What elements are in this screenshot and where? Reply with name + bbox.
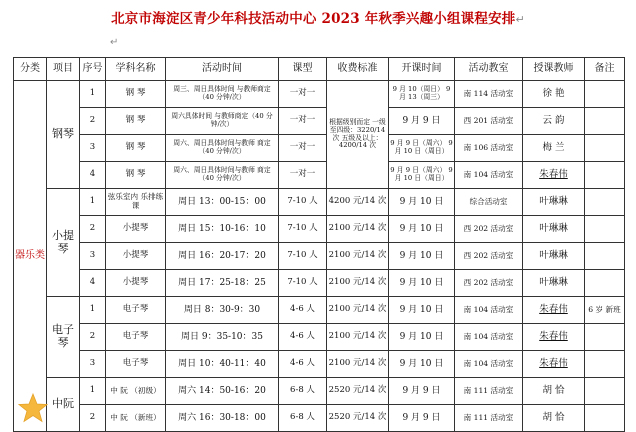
seq-cell: 1 bbox=[80, 378, 106, 405]
teacher-cell: 叶琳琳 bbox=[523, 216, 585, 243]
project-cell: 中阮 bbox=[47, 378, 80, 432]
teacher-cell: 胡 恰 bbox=[523, 405, 585, 432]
teacher-cell: 徐 艳 bbox=[523, 81, 585, 108]
time-cell: 周六具体时间 与教师商定（40 分钟/次） bbox=[166, 108, 279, 135]
start-cell: 9 月 9 日 bbox=[389, 378, 455, 405]
time-cell: 周日 17：25-18：25 bbox=[166, 270, 279, 297]
room-cell: 南 104 活动室 bbox=[455, 351, 523, 378]
time-cell: 周三、周日具体时间 与教师商定（40 分钟/次） bbox=[166, 81, 279, 108]
header-cell: 课型 bbox=[279, 58, 327, 81]
schedule-table bbox=[13, 57, 625, 432]
time-cell: 周日 15：10-16：10 bbox=[166, 216, 279, 243]
table-row bbox=[14, 108, 625, 135]
room-cell: 西 202 活动室 bbox=[455, 270, 523, 297]
seq-cell: 2 bbox=[80, 108, 106, 135]
note-cell bbox=[585, 378, 625, 405]
start-cell: 9 月 10 日 bbox=[389, 351, 455, 378]
page-title: 北京市海淀区青少年科技活动中心 2023 年秋季兴趣小组课程安排↵ bbox=[111, 11, 525, 27]
start-cell: 9 月 10 日 bbox=[389, 216, 455, 243]
teacher-cell: 梅 兰 bbox=[523, 135, 585, 162]
type-cell: 4-6 人 bbox=[279, 324, 327, 351]
header-cell: 学科名称 bbox=[106, 58, 166, 81]
note-cell bbox=[585, 216, 625, 243]
room-cell: 西 202 活动室 bbox=[455, 216, 523, 243]
seq-cell: 3 bbox=[80, 243, 106, 270]
table-row bbox=[14, 216, 625, 243]
subject-cell: 钢 琴 bbox=[106, 135, 166, 162]
note-cell bbox=[585, 108, 625, 135]
seq-cell: 4 bbox=[80, 270, 106, 297]
type-cell: 4-6 人 bbox=[279, 351, 327, 378]
seq-cell: 3 bbox=[80, 351, 106, 378]
type-cell: 一对一 bbox=[279, 162, 327, 189]
note-cell bbox=[585, 243, 625, 270]
header-cell: 序号 bbox=[80, 58, 106, 81]
header-row bbox=[14, 58, 625, 81]
note-cell bbox=[585, 324, 625, 351]
fee-cell: 4200 元/14 次 bbox=[327, 189, 389, 216]
fee-cell: 2100 元/14 次 bbox=[327, 243, 389, 270]
room-cell: 西 202 活动室 bbox=[455, 243, 523, 270]
room-cell: 南 114 活动室 bbox=[455, 81, 523, 108]
time-cell: 周日 16：20-17：20 bbox=[166, 243, 279, 270]
room-cell: 南 104 活动室 bbox=[455, 162, 523, 189]
teacher-cell: 云 韵 bbox=[523, 108, 585, 135]
table-row bbox=[14, 351, 625, 378]
start-cell: 9 月 10 日 bbox=[389, 243, 455, 270]
note-cell bbox=[585, 81, 625, 108]
header-cell: 开课时间 bbox=[389, 58, 455, 81]
fee-cell: 2520 元/14 次 bbox=[327, 378, 389, 405]
fee-cell: 2100 元/14 次 bbox=[327, 216, 389, 243]
subject-cell: 钢 琴 bbox=[106, 108, 166, 135]
seq-cell: 2 bbox=[80, 324, 106, 351]
room-cell: 南 106 活动室 bbox=[455, 135, 523, 162]
type-cell: 7-10 人 bbox=[279, 189, 327, 216]
header-cell: 项目 bbox=[47, 58, 80, 81]
paragraph-mark: ↵ bbox=[110, 37, 119, 48]
seq-cell: 2 bbox=[80, 216, 106, 243]
teacher-cell: 朱春伟 bbox=[523, 324, 585, 351]
time-cell: 周六 16：30-18：00 bbox=[166, 405, 279, 432]
type-cell: 6-8 人 bbox=[279, 378, 327, 405]
subject-cell: 小提琴 bbox=[106, 270, 166, 297]
note-cell: 6 岁 新班 bbox=[585, 297, 625, 324]
table-row bbox=[14, 243, 625, 270]
start-cell: 9 月 10 日 bbox=[389, 297, 455, 324]
time-cell: 周六、周日具体时间与教师 商定（40 分钟/次） bbox=[166, 135, 279, 162]
header-cell: 活动教室 bbox=[455, 58, 523, 81]
type-cell: 7-10 人 bbox=[279, 216, 327, 243]
room-cell: 综合活动室 bbox=[455, 189, 523, 216]
subject-cell: 中 阮 （新班） bbox=[106, 405, 166, 432]
time-cell: 周日 9：35-10：35 bbox=[166, 324, 279, 351]
type-cell: 一对一 bbox=[279, 135, 327, 162]
table-row bbox=[14, 297, 625, 324]
room-cell: 南 111 活动室 bbox=[455, 378, 523, 405]
fee-cell: 2100 元/14 次 bbox=[327, 270, 389, 297]
note-cell bbox=[585, 351, 625, 378]
type-cell: 4-6 人 bbox=[279, 297, 327, 324]
type-cell: 一对一 bbox=[279, 108, 327, 135]
table-row bbox=[14, 270, 625, 297]
subject-cell: 小提琴 bbox=[106, 243, 166, 270]
project-cell: 电子琴 bbox=[47, 297, 80, 378]
room-cell: 南 104 活动室 bbox=[455, 297, 523, 324]
table-row bbox=[14, 378, 625, 405]
table-row bbox=[14, 405, 625, 432]
time-cell: 周六、周日具体时间与教师 商定（40 分钟/次） bbox=[166, 162, 279, 189]
fee-cell: 2520 元/14 次 bbox=[327, 405, 389, 432]
seq-cell: 1 bbox=[80, 297, 106, 324]
type-cell: 7-10 人 bbox=[279, 243, 327, 270]
subject-cell: 弦乐室内 乐排练课 bbox=[106, 189, 166, 216]
start-cell: 9 月 10 日 bbox=[389, 270, 455, 297]
subject-cell: 电子琴 bbox=[106, 351, 166, 378]
star-icon bbox=[18, 393, 48, 423]
seq-cell: 3 bbox=[80, 135, 106, 162]
table-row bbox=[14, 135, 625, 162]
header-cell: 分类 bbox=[14, 58, 47, 81]
type-cell: 一对一 bbox=[279, 81, 327, 108]
table-row bbox=[14, 324, 625, 351]
note-cell bbox=[585, 189, 625, 216]
note-cell bbox=[585, 135, 625, 162]
time-cell: 周日 8：30-9：30 bbox=[166, 297, 279, 324]
fee-cell: 2100 元/14 次 bbox=[327, 351, 389, 378]
note-cell bbox=[585, 162, 625, 189]
subject-cell: 钢 琴 bbox=[106, 162, 166, 189]
room-cell: 南 111 活动室 bbox=[455, 405, 523, 432]
table-row bbox=[14, 189, 625, 216]
note-cell bbox=[585, 405, 625, 432]
seq-cell: 2 bbox=[80, 405, 106, 432]
subject-cell: 中 阮 （初级） bbox=[106, 378, 166, 405]
teacher-cell: 叶琳琳 bbox=[523, 270, 585, 297]
time-cell: 周六 14：50-16：20 bbox=[166, 378, 279, 405]
start-cell: 9 月 9 日（周六） 9 月 10 日（周日） bbox=[389, 135, 455, 162]
subject-cell: 电子琴 bbox=[106, 297, 166, 324]
subject-cell: 电子琴 bbox=[106, 324, 166, 351]
teacher-cell: 叶琳琳 bbox=[523, 189, 585, 216]
start-cell: 9 月 10 日 bbox=[389, 189, 455, 216]
fee-cell: 2100 元/14 次 bbox=[327, 324, 389, 351]
teacher-cell: 朱春伟 bbox=[523, 351, 585, 378]
header-cell: 授课教师 bbox=[523, 58, 585, 81]
type-cell: 6-8 人 bbox=[279, 405, 327, 432]
header-cell: 活动时间 bbox=[166, 58, 279, 81]
seq-cell: 1 bbox=[80, 81, 106, 108]
seq-cell: 4 bbox=[80, 162, 106, 189]
seq-cell: 1 bbox=[80, 189, 106, 216]
note-cell bbox=[585, 270, 625, 297]
room-cell: 南 104 活动室 bbox=[455, 324, 523, 351]
start-cell: 9 月 9 日 bbox=[389, 108, 455, 135]
subject-cell: 钢 琴 bbox=[106, 81, 166, 108]
project-cell: 钢琴 bbox=[47, 81, 80, 189]
start-cell: 9 月 9 日（周六） 9 月 10 日（周日） bbox=[389, 162, 455, 189]
project-cell: 小提琴 bbox=[47, 189, 80, 297]
header-cell: 备注 bbox=[585, 58, 625, 81]
start-cell: 9 月 10 日 bbox=[389, 324, 455, 351]
fee-cell: 2100 元/14 次 bbox=[327, 297, 389, 324]
subject-cell: 小提琴 bbox=[106, 216, 166, 243]
start-cell: 9 月 10（周日） 9 月 13（周三） bbox=[389, 81, 455, 108]
time-cell: 周日 13：00-15：00 bbox=[166, 189, 279, 216]
teacher-cell: 朱春伟 bbox=[523, 297, 585, 324]
category-cell: 器乐类 bbox=[14, 81, 47, 432]
fee-cell: 根据级别而定 一级至四级：3220/14 次 五级及以上：4200/14 次 bbox=[327, 81, 389, 189]
type-cell: 7-10 人 bbox=[279, 270, 327, 297]
time-cell: 周日 10：40-11：40 bbox=[166, 351, 279, 378]
teacher-cell: 叶琳琳 bbox=[523, 243, 585, 270]
table-row bbox=[14, 81, 625, 108]
start-cell: 9 月 9 日 bbox=[389, 405, 455, 432]
teacher-cell: 朱春伟 bbox=[523, 162, 585, 189]
table-row bbox=[14, 162, 625, 189]
teacher-cell: 胡 恰 bbox=[523, 378, 585, 405]
room-cell: 西 201 活动室 bbox=[455, 108, 523, 135]
header-cell: 收费标准 bbox=[327, 58, 389, 81]
